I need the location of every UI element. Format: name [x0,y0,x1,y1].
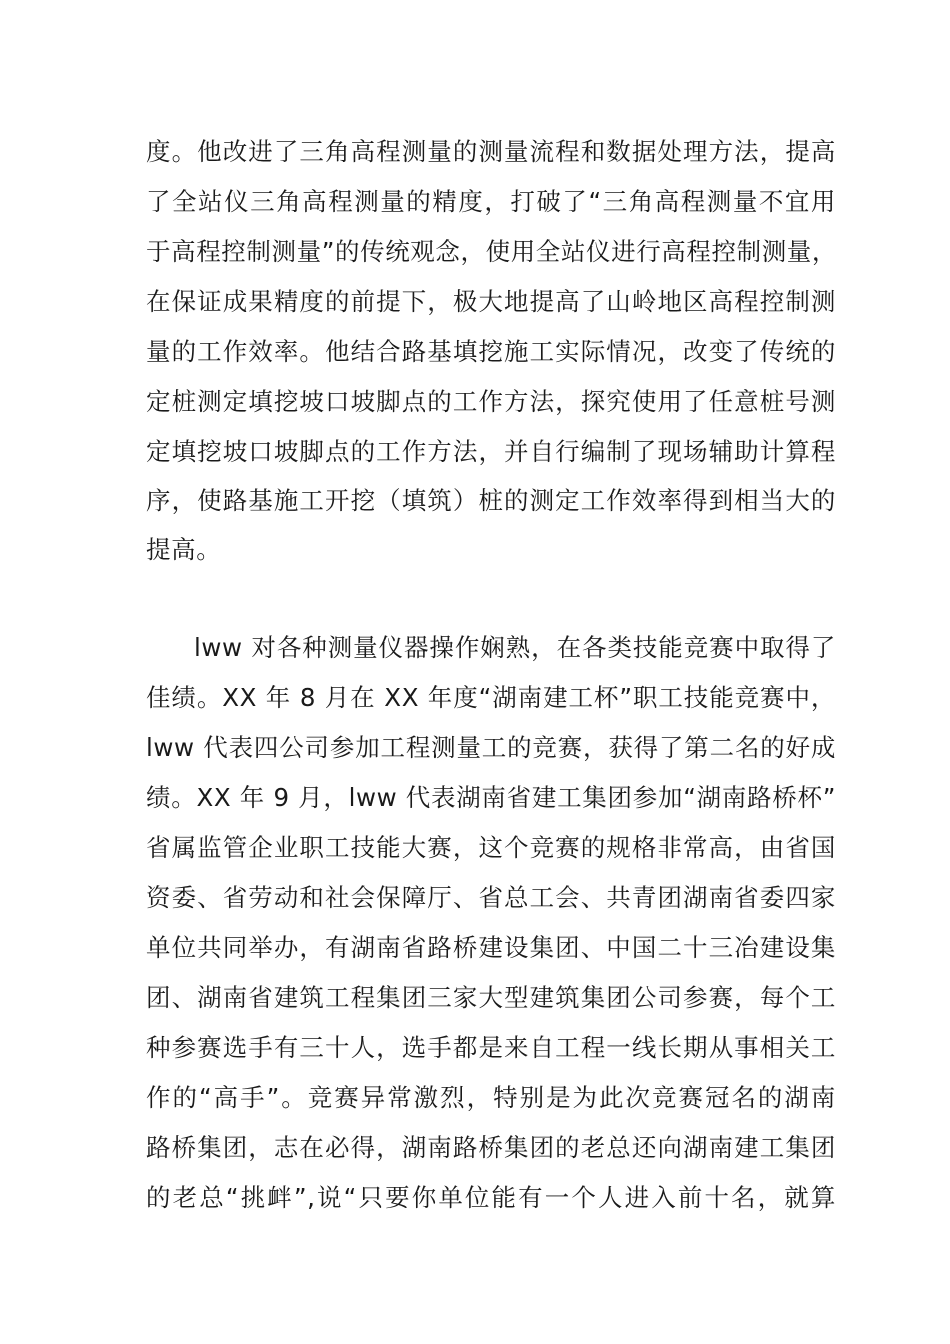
paragraph-line: 团、湖南省建筑工程集团三家大型建筑集团公司参赛，每个工 [146,983,836,1012]
paragraph-line: 资委、省劳动和社会保障厅、省总工会、共青团湖南省委四家 [146,883,836,912]
paragraph-line: 了全站仪三角高程测量的精度，打破了“三角高程测量不宜用 [146,187,836,216]
paragraph-line: 提高。 [146,535,222,564]
paragraph-line: 路桥集团，志在必得，湖南路桥集团的老总还向湖南建工集团 [146,1133,836,1162]
paragraph-line: lww 对各种测量仪器操作娴熟，在各类技能竞赛中取得了 [194,633,836,662]
paragraph-line: 定桩测定填挖坡口坡脚点的工作方法，探究使用了任意桩号测 [146,387,836,416]
paragraph-line: 的老总“挑衅”,说“只要你单位能有一个人进入前十名，就算 [146,1183,836,1212]
paragraph-line: 佳绩。XX 年 8 月在 XX 年度“湖南建工杯”职工技能竞赛中， [146,683,836,712]
paragraph-line: 种参赛选手有三十人，选手都是来自工程一线长期从事相关工 [146,1033,836,1062]
paragraph-line: 定填挖坡口坡脚点的工作方法，并自行编制了现场辅助计算程 [146,437,836,466]
paragraph-line: 单位共同举办，有湖南省路桥建设集团、中国二十三冶建设集 [146,933,836,962]
paragraph-line: 在保证成果精度的前提下，极大地提高了山岭地区高程控制测 [146,287,836,316]
paragraph-line: 绩。XX 年 9 月，lww 代表湖南省建工集团参加“湖南路桥杯” [146,783,836,812]
paragraph-line: 于高程控制测量”的传统观念，使用全站仪进行高程控制测量， [146,237,837,266]
paragraph-line: 度。他改进了三角高程测量的测量流程和数据处理方法，提高 [146,137,836,166]
paragraph-line: 作的“高手”。竞赛异常激烈，特别是为此次竞赛冠名的湖南 [146,1083,836,1112]
paragraph-line: lww 代表四公司参加工程测量工的竞赛，获得了第二名的好成 [146,733,836,762]
paragraph-line: 序，使路基施工开挖（填筑）桩的测定工作效率得到相当大的 [146,486,836,515]
paragraph-line: 量的工作效率。他结合路基填挖施工实际情况，改变了传统的 [146,337,836,366]
paragraph-line: 省属监管企业职工技能大赛，这个竞赛的规格非常高，由省国 [146,833,836,862]
